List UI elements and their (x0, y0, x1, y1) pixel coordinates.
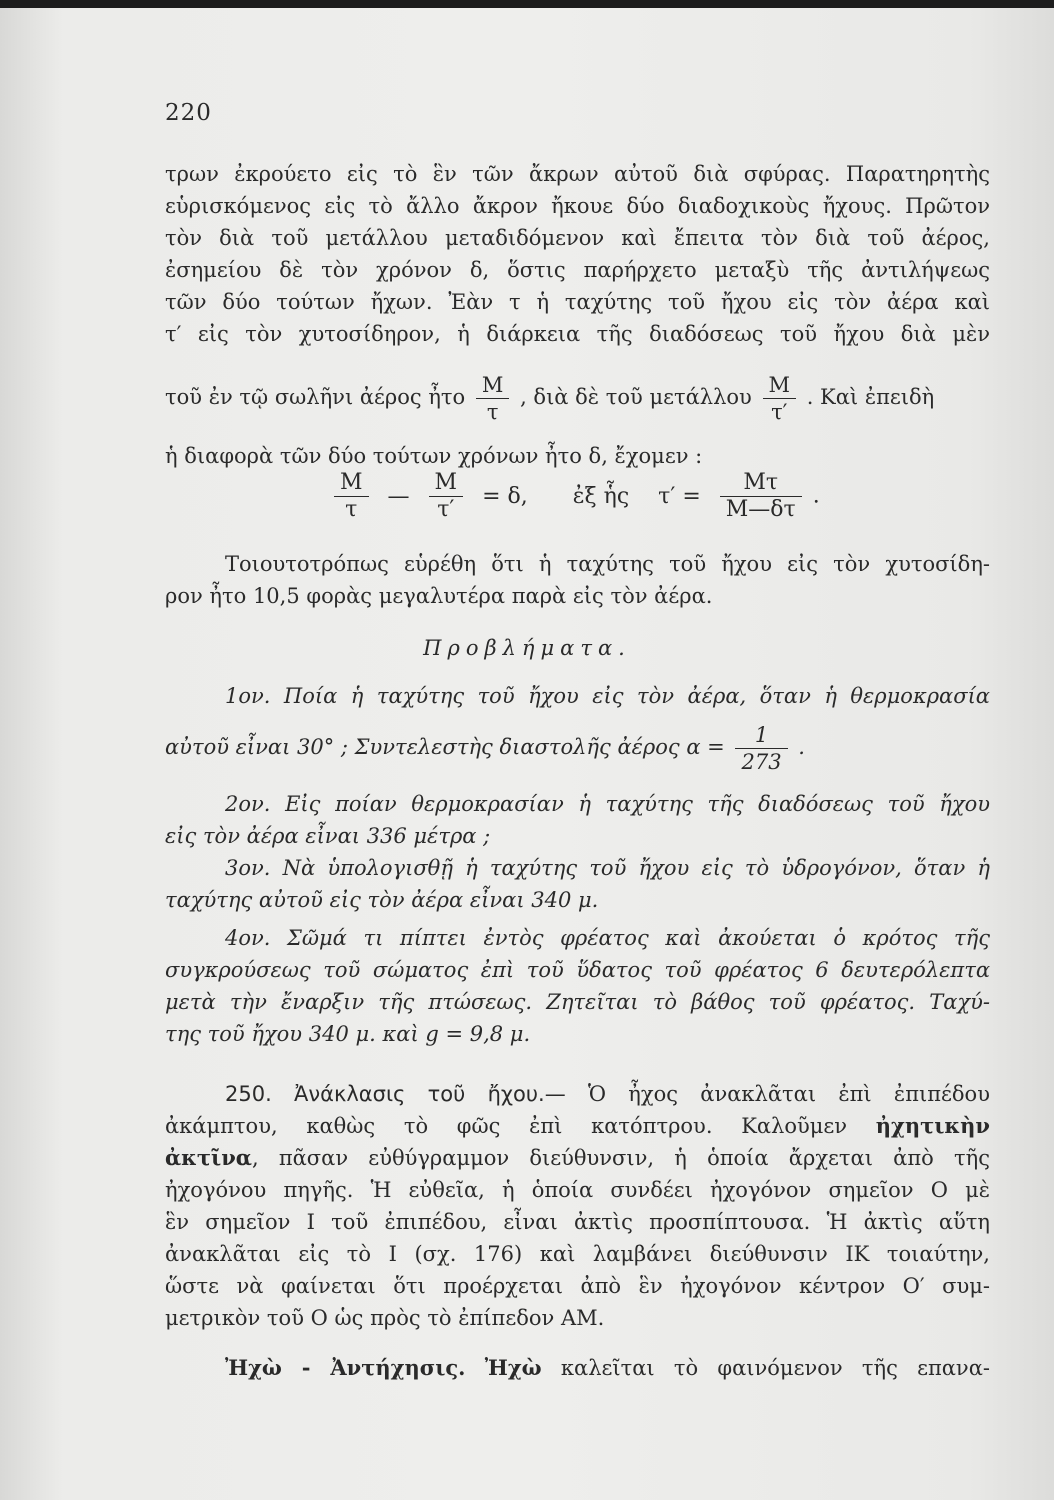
fraction-one-over-273 (735, 722, 787, 775)
equation-lhs: τ′ = (658, 484, 701, 509)
text-line: ὥστε νὰ φαίνεται ὅτι προέρχεται ἀπὸ ἓν ἠχογόνον κέντρον O′ συμ- (165, 1274, 990, 1298)
text-line: της τοῦ ἤχου 340 μ. καὶ g = 9,8 μ. (165, 1022, 531, 1046)
ex-hes: ἐξ ἧς (572, 484, 630, 509)
fraction-denominator: τ (345, 497, 358, 522)
fraction-numerator: M (429, 470, 464, 497)
text-line: ρον ἦτο 10,5 φορὰς μεγαλυτέρα παρὰ εἰς τὸν ἀέρα. (165, 584, 713, 608)
text-line: ἓν σημεῖον I τοῦ ἐπιπέδου, εἶναι ἀκτὶς προσπίπτουσα. Ἡ ἀκτὶς αὕτη (165, 1210, 990, 1234)
fraction-numerator: M (334, 470, 369, 497)
fraction-numerator: 1 (735, 722, 787, 749)
text-line: ἐσημείου δὲ τὸν χρόνον δ, ὅστις παρήρχετο μεταξὺ τῆς ἀντιλήψεως (165, 258, 990, 282)
bold-term: ἠχητικὴν (875, 1113, 990, 1138)
text-fragment: καλεῖται τὸ φαινόμενον τῆς επανα- (560, 1356, 990, 1380)
text-fragment: τοῦ ἐν τῷ σωλῆνι ἀέρος ἦτο (165, 385, 466, 409)
bold-term: Ἠχὼ (484, 1355, 542, 1380)
text-line (165, 1110, 990, 1142)
problem-1-line-2 (165, 722, 990, 775)
text-line: τῶν δύο τούτων ἤχων. Ἐὰν τ ἡ ταχύτης τοῦ ἤχου εἰς τὸν ἀέρα καὶ (165, 290, 990, 314)
fraction-numerator: M (763, 372, 797, 399)
page-number: 220 (165, 100, 212, 126)
fraction-result (720, 470, 802, 523)
fraction-numerator: M (476, 372, 510, 399)
text-fragment: ἀκάμπτου, καθὼς τὸ φῶς ἐπὶ κατόπτρου. Καλοῦμεν (165, 1114, 848, 1138)
scan-top-edge (0, 0, 1054, 8)
problem-3 (165, 852, 990, 916)
fraction-m-over-tau-prime (429, 470, 464, 523)
section-title: Ἀνάκλασις τοῦ ἤχου.— (294, 1082, 566, 1106)
echo-first-line (165, 1352, 990, 1384)
text-line: Τοιουτοτρόπως εὑρέθη ὅτι ἡ ταχύτης τοῦ ἤχου εἰς τὸν χυτοσίδη- (225, 552, 990, 576)
problem-2 (165, 788, 990, 852)
text-line: ἡ διαφορὰ τῶν δύο τούτων χρόνων ἦτο δ, ἔχομεν : (165, 444, 703, 468)
fraction-denominator: τ′ (771, 400, 788, 424)
fraction-numerator: Mτ (720, 470, 802, 497)
text-line: 2ον. Εἰς ποίαν θερμοκρασίαν ἡ ταχύτης τῆς διαδόσεως τοῦ ἤχου (225, 792, 990, 816)
fraction-line (165, 372, 990, 425)
text-line: 1ον. Ποία ἡ ταχύτης τοῦ ἤχου εἰς τὸν ἀέρα, ὅταν ἡ θερμοκρασία (225, 684, 990, 708)
text-fragment: Ὁ ἦχος ἀνακλᾶται ἐπὶ ἐπιπέδου (587, 1082, 990, 1106)
text-line: μετὰ τὴν ἔναρξιν τῆς πτώσεως. Ζητεῖται τὸ βάθος τοῦ φρέατος. Ταχύ- (165, 990, 990, 1014)
subsection-title: Ἠχὼ - Ἀντήχησις. (225, 1355, 466, 1380)
text-line: ἀνακλᾶται εἰς τὸ I (σχ. 176) καὶ λαμβάνει διεύθυνσιν IK τοιαύτην, (165, 1242, 990, 1266)
text-line: 4ον. Σῶμά τι πίπτει ἐντὸς φρέατος καὶ ἀκούεται ὁ κρότος τῆς (225, 926, 990, 950)
paragraph-2 (165, 548, 990, 612)
paragraph-1 (165, 158, 990, 350)
text-line: τ′ εἰς τὸν χυτοσίδηρον, ἡ διάρκεια τῆς διαδόσεως τοῦ ἤχου διὰ μὲν (165, 322, 990, 346)
text-line: συγκρούσεως τοῦ σώματος ἐπὶ τοῦ ὕδατος τοῦ φρέατος 6 δευτερόλεπτα (165, 958, 990, 982)
fraction-denominator: M—δτ (725, 497, 796, 522)
fraction-m-over-tau-prime (763, 372, 797, 425)
text-line: ταχύτης αὐτοῦ εἰς τὸν ἀέρα εἶναι 340 μ. (165, 888, 599, 912)
text-line: τρων ἐκρούετο εἰς τὸ ἓν τῶν ἄκρων αὐτοῦ διὰ σφύρας. Παρατηρητὴς (165, 162, 990, 186)
problems-heading: Προβλήματα. (423, 636, 631, 660)
bold-term: ἀκτῖνα (165, 1145, 252, 1170)
fraction-m-over-tau (476, 372, 510, 425)
fraction-denominator: τ (486, 400, 499, 424)
text-fragment: . Καὶ ἐπειδὴ (806, 385, 935, 409)
text-fragment: αὐτοῦ εἶναι 30° ; Συντελεστὴς διαστολῆς ἀέρος α = (165, 735, 725, 759)
section-250 (165, 1078, 990, 1334)
text-line: 3ον. Νὰ ὑπολογισθῇ ἡ ταχύτης τοῦ ἤχου εἰς τὸ ὑδρογόνον, ὅταν ἡ (225, 856, 990, 880)
text-line: ἠχογόνου πηγῆς. Ἡ εὐθεῖα, ἡ ὁποία συνδέει ἠχογόνον σημεῖον O μὲ (165, 1178, 990, 1202)
fraction-m-over-tau (334, 470, 369, 523)
text-fragment: , διὰ δὲ τοῦ μετάλλου (520, 385, 752, 409)
text-fragment: , πᾶσαν εὐθύγραμμον διεύθυνσιν, ἡ ὁποία ἄρχεται ἀπὸ τῆς (251, 1146, 990, 1170)
display-equation (330, 470, 820, 523)
minus-sign: — (387, 484, 410, 509)
section-number: 250. (225, 1082, 272, 1106)
text-line: τὸν διὰ τοῦ μετάλλου μεταδιδόμενον καὶ ἔπειτα τὸν διὰ τοῦ ἀέρος, (165, 226, 990, 250)
text-line: εἰς τὸν ἀέρα εἶναι 336 μέτρα ; (165, 824, 491, 848)
equals-delta: = δ, (482, 484, 528, 509)
section-250-first-line (165, 1078, 990, 1110)
fraction-denominator: τ′ (437, 497, 455, 522)
text-line: μετρικὸν τοῦ O ὡς πρὸς τὸ ἐπίπεδον AM. (165, 1306, 605, 1330)
text-line (165, 1142, 990, 1174)
problem-1 (165, 680, 990, 712)
fraction-denominator: 273 (741, 750, 782, 774)
equation-end: . (812, 483, 820, 509)
problem-4 (165, 922, 990, 1050)
echo-paragraph (165, 1352, 990, 1384)
text-line: εὑρισκόμενος εἰς τὸ ἄλλο ἄκρον ἤκουε δύο διαδοχικοὺς ἤχους. Πρῶτον (165, 194, 990, 218)
text-fragment: . (798, 735, 805, 759)
